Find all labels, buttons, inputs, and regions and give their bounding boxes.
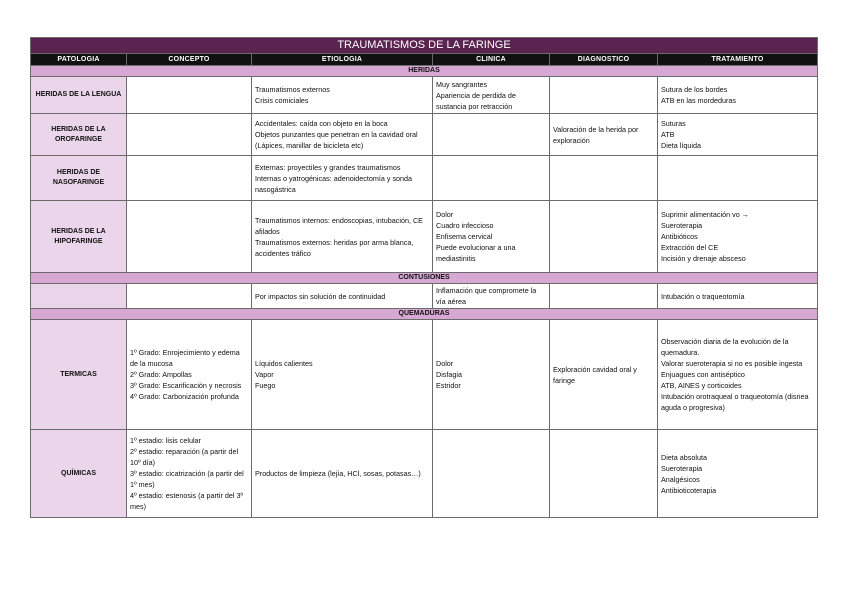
clinica-line: Estridor [436,381,461,390]
tratamiento-line: Incisión y drenaje absceso [661,254,746,263]
cell-diagnostico [550,201,658,273]
table-row [31,114,818,156]
etiologia-line: Objetos punzantes que penetran en la cavidad oral (Lápices, manillar de bicicleta etc) [255,130,418,150]
cell-clinica [433,77,550,114]
tratamiento-line: Enjuagues con antiséptico [661,370,745,379]
etiologia-line: Crisis comiciales [255,96,309,105]
cell-etiologia [252,284,433,309]
etiologia-line: Traumatismos externos [255,85,330,94]
etiologia-line: Vapor [255,370,274,379]
header-etiologia: ETIOLOGIA [252,54,433,66]
tratamiento-line: Sueroterapia [661,463,703,473]
etiologia-line: Traumatismos internos: endoscopias, intubación, CE afilados [255,215,423,236]
cell-tratamiento [658,284,818,309]
diagnostico-line: Exploración cavidad oral y faringe [553,364,637,385]
title-row [31,38,818,54]
cell-etiologia [252,320,433,430]
tratamiento-line: Observación diaria de la evolución de la quemadura. [661,337,789,357]
etiologia-line: Internas o yatrogénicas: adenoidectomía y sonda nasogástrica [255,173,413,194]
cell-diagnostico [550,284,658,309]
tratamiento-line: Analgésicos [661,474,700,484]
concepto-line: 4º Grado: Carbonización profunda [130,392,239,401]
clinica-line: Muy sangrantes [436,79,488,89]
cell-etiologia [252,201,433,273]
etiologia-line: Líquidos calientes [255,359,313,368]
cell-etiologia [252,114,433,156]
cell-tratamiento [658,430,818,518]
header-clinica: CLINICA [433,54,550,66]
tratamiento-line: ATB en las mordeduras [661,96,736,105]
clinica-line: Apariencia de perdida de sustancia por retracción [436,90,516,111]
cell-diagnostico [550,77,658,114]
table-row [31,77,818,114]
section-title: CONTUSIONES [31,273,818,284]
etiologia-line: Por impactos sin solución de continuidad [255,291,386,301]
cell-diagnostico [550,114,658,156]
etiologia-line: Fuego [255,381,276,390]
table-row [31,320,818,430]
clinica-line: Enfisema cervical [436,232,493,241]
tratamiento-line: ATB, AINES y corticoides [661,381,742,390]
cell-patologia: HERIDAS DE LA HIPOFARINGE [31,201,127,273]
cell-patologia: HERIDAS DE NASOFARINGE [31,156,127,201]
cell-tratamiento [658,114,818,156]
cell-concepto [127,284,252,309]
section-row [31,273,818,284]
table-row [31,201,818,273]
tratamiento-line: ATB [661,130,675,139]
cell-patologia: HERIDAS DE LA LENGUA [31,77,127,114]
cell-clinica [433,430,550,518]
cell-patologia: QUÍMICAS [31,430,127,518]
table-row [31,284,818,309]
cell-clinica [433,114,550,156]
header-patologia: PATOLOGIA [31,54,127,66]
cell-clinica [433,284,550,309]
cell-tratamiento [658,201,818,273]
cell-tratamiento [658,320,818,430]
header-tratamiento: TRATAMIENTO [658,54,818,66]
concepto-line: 2º estadio: reparación (a partir del 10º día) [130,447,239,467]
concepto-line: 2º Grado: Ampollas [130,370,192,379]
cell-clinica [433,201,550,273]
tratamiento-line: Sutura de los bordes [661,85,728,94]
table-row [31,430,818,518]
header-row [31,54,818,66]
cell-patologia: TERMICAS [31,320,127,430]
concepto-line: 1º estadio: lisis celular [130,436,201,445]
cell-patologia: HERIDAS DE LA OROFARINGE [31,114,127,156]
cell-etiologia [252,77,433,114]
etiologia-line: Traumatismos externos: heridas por arma blanca, accidentes tráfico [255,237,414,258]
clinica-line: Inflamación que compromete la vía aérea [436,286,537,306]
cell-etiologia [252,430,433,518]
header-diagnostico: DIAGNOSTICO [550,54,658,66]
diagnostico-line: Valoración de la herida por exploración [553,124,639,145]
header-concepto: CONCEPTO [127,54,252,66]
tratamiento-line: Extracción del CE [661,243,719,252]
cell-concepto [127,114,252,156]
tratamiento-line: Antibióticos [661,232,698,241]
cell-clinica [433,156,550,201]
section-title: HERIDAS [31,66,818,77]
cell-tratamiento [658,77,818,114]
cell-concepto [127,156,252,201]
tratamiento-line: Valorar sueroterapia si no es posible ingesta [661,359,803,368]
cell-concepto [127,320,252,430]
etiologia-line: Productos de limpieza (lejía, HCl, sosas, potasas…) [255,469,421,478]
table-title: TRAUMATISMOS DE LA FARINGE [31,38,818,54]
table-row [31,156,818,201]
cell-concepto [127,201,252,273]
tratamiento-line: Intubación orotraqueal o traqueotomía (disnea aguda o progresiva) [661,392,809,412]
cell-concepto [127,430,252,518]
concepto-line: 3º estadio: cicatrización (a partir del 1º mes) [130,469,244,489]
traumatismos-table [30,37,818,518]
cell-concepto [127,77,252,114]
section-title: QUEMADURAS [31,309,818,320]
clinica-line: Cuadro infeccioso [436,221,494,230]
clinica-line: Dolor [436,210,454,219]
etiologia-line: Accidentales: caída con objeto en la boca [255,119,388,128]
cell-etiologia [252,156,433,201]
table-body [31,66,818,518]
cell-diagnostico [550,430,658,518]
cell-clinica [433,320,550,430]
cell-diagnostico [550,156,658,201]
concepto-line: 4º estadio: estenosis (a partir del 3º mes) [130,491,244,511]
section-row [31,66,818,77]
tratamiento-line: Dieta absoluta [661,452,707,462]
clinica-line: Dolor [436,359,454,368]
tratamiento-line: Suturas [661,119,686,128]
tratamiento-line: Intubación o traqueotomía [661,291,745,301]
tratamiento-line: Sueroterapia [661,221,703,230]
tratamiento-line: Antibioticoterapia [661,485,717,495]
clinica-line: Disfagia [436,370,462,379]
cell-tratamiento [658,156,818,201]
section-row [31,309,818,320]
cell-diagnostico [550,320,658,430]
clinica-line: Puede evolucionar a una mediastinitis [436,243,516,263]
cell-patologia [31,284,127,309]
etiologia-line: Externas: proyectiles y grandes traumatismos [255,162,401,172]
tratamiento-line: Suprimir alimentación vo → [661,210,749,219]
concepto-line: 3º Grado: Escarificación y necrosis [130,381,242,390]
tratamiento-line: Dieta líquida [661,141,701,150]
concepto-line: 1º Grado: Enrojecimiento y edema de la mucosa [130,348,240,368]
